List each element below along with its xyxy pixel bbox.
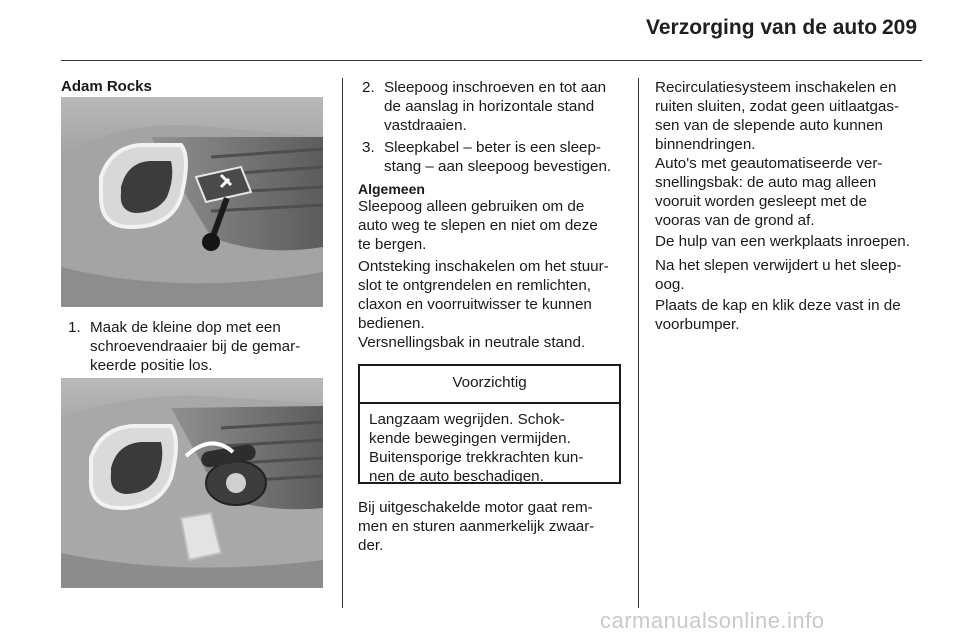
step-2-line: de aanslag in horizontale stand [384,98,595,115]
step-3-number: 3. [362,139,375,156]
general-heading: Algemeen [358,181,425,197]
text-line: Ontsteking inschakelen om het stuur- [358,258,609,275]
column-divider-left [342,78,343,608]
text-line: Sleepoog alleen gebruiken om de [358,198,585,215]
step-2-line: vastdraaien. [384,117,467,134]
remove-eye-paragraph [655,256,925,294]
text-line: Auto's met geautomatiseerde ver- [655,155,883,172]
text-line: claxon en voorruitwisser te kunnen [358,296,592,313]
text-line: bedienen. [358,315,425,332]
photo-towing-eye [61,378,323,588]
text-line: kende bewegingen vermijden. [369,430,571,447]
step-1-line: schroevendraaier bij de gemar- [90,338,301,355]
automatic-gearbox-paragraph [655,154,925,230]
caution-body [369,410,611,486]
text-line: men en sturen aanmerkelijk zwaar- [358,518,595,535]
text-line: der. [358,537,384,554]
text-line: Bij uitgeschakelde motor gaat rem- [358,499,593,516]
ignition-paragraph [358,257,624,333]
column-divider-right [638,78,639,608]
text-line: sen van de slepende auto kunnen [655,117,883,134]
step-1-line: keerde positie los. [90,357,213,374]
page-number: 209 [882,16,918,39]
text-line: Langzaam wegrijden. Schok- [369,411,565,428]
cap-paragraph [655,296,925,334]
text-line: Na het slepen verwijdert u het sleep- [655,257,902,274]
step-2-number: 2. [362,79,375,96]
photo-remove-cap [61,97,323,307]
text-line: vooruit worden gesleept met de [655,193,867,210]
gearbox-paragraph: Versnellingsbak in neutrale stand. [358,334,586,351]
text-line: oog. [655,276,685,293]
text-line: Buitensporige trekkrachten kun- [369,449,584,466]
text-line: slot te ontgrendelen en remlichten, [358,277,592,294]
text-line: binnendringen. [655,136,756,153]
workshop-paragraph: De hulp van een werkplaats inroepen. [655,233,910,250]
text-line: nen de auto beschadigen. [369,468,544,485]
header-divider [61,60,922,61]
engine-off-paragraph [358,498,624,555]
text-line: vooras van de grond af. [655,212,815,229]
watermark: carmanualsonline.info [600,608,825,633]
step-3-line: Sleepkabel – beter is een sleep- [384,139,601,156]
text-line: Recirculatiesysteem inschakelen en [655,79,897,96]
text-line: voorbumper. [655,316,740,333]
recirculation-paragraph [655,78,925,154]
text-line: auto weg te slepen en niet om deze [358,217,598,234]
general-paragraph [358,197,624,254]
text-line: Plaats de kap en klik deze vast in de [655,297,901,314]
text-line: ruiten sluiten, zodat geen uitlaatgas- [655,98,900,115]
text-line: snellingsbak: de auto mag alleen [655,174,877,191]
step-2-line: Sleepoog inschroeven en tot aan [384,79,607,96]
caution-notice [358,364,621,484]
section-heading-adam-rocks: Adam Rocks [61,78,152,95]
step-1-line: Maak de kleine dop met een [90,319,281,336]
step-3-line: stang – aan sleepoog bevestigen. [384,158,612,175]
step-1-number: 1. [68,319,81,336]
text-line: te bergen. [358,236,427,253]
caution-title: Voorzichtig [360,366,619,404]
page-header-title: Verzorging van de auto [646,16,878,39]
